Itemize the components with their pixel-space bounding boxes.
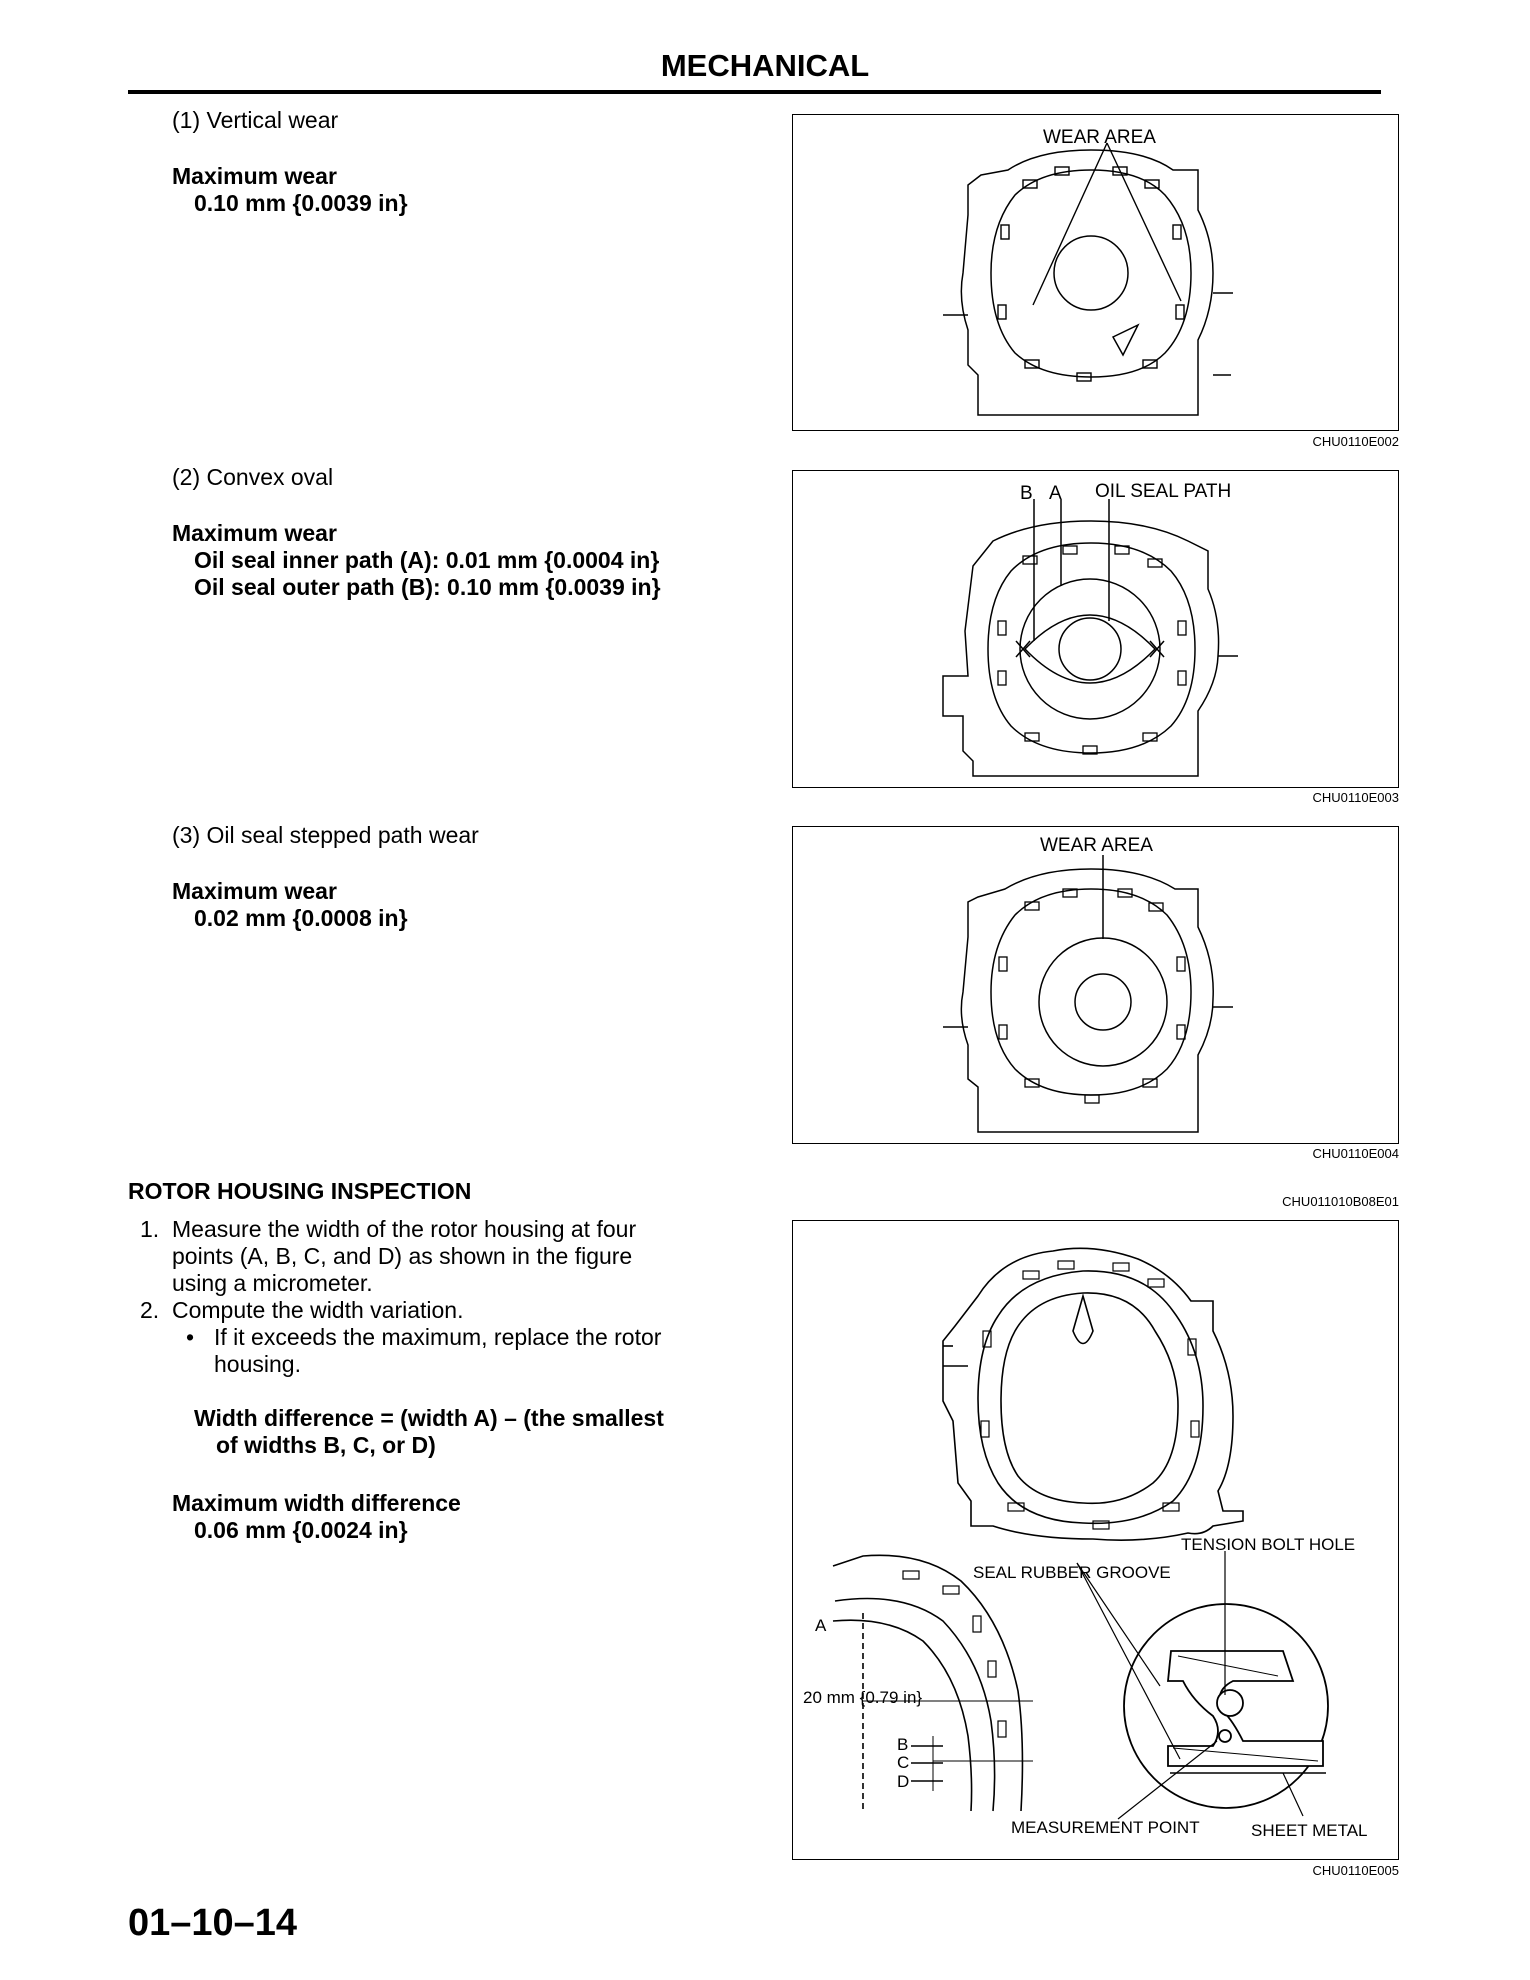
figure-stepped-path (792, 826, 1399, 1144)
label-oil-seal-path: OIL SEAL PATH (1095, 481, 1232, 502)
figure-code: CHU0110E004 (1312, 1146, 1399, 1161)
label-dimension: 20 mm {0.79 in} (803, 1688, 923, 1707)
item-convex-oval: (2) Convex oval (172, 464, 334, 490)
formula-line: Width difference = (width A) – (the smallest (194, 1405, 664, 1431)
label-seal-rubber-groove: SEAL RUBBER GROOVE (973, 1563, 1171, 1582)
bullet-symbol: • (186, 1324, 195, 1350)
housing-diagram (793, 827, 1400, 1145)
figure-vertical-wear (792, 114, 1399, 431)
label-a: A (1049, 483, 1062, 504)
step-number: 2. (140, 1297, 160, 1323)
max-wear-value: 0.10 mm {0.0039 in} (194, 190, 408, 216)
step-line: Compute the width variation. (172, 1297, 464, 1323)
step-line: points (A, B, C, and D) as shown in the figure (172, 1243, 633, 1269)
step-number: 1. (140, 1216, 160, 1242)
housing-diagram (793, 115, 1400, 432)
label-point-c: C (897, 1753, 910, 1772)
max-wear-label: Maximum wear (172, 163, 337, 189)
step-line: Measure the width of the rotor housing at four (172, 1216, 637, 1242)
figure-code: CHU0110E003 (1312, 790, 1399, 805)
label-sheet-metal: SHEET METAL (1251, 1821, 1368, 1840)
figure-code-top: CHU011010B08E01 (1282, 1194, 1399, 1209)
header-rule (128, 90, 1381, 94)
max-width-label: Maximum width difference (172, 1490, 461, 1516)
max-width-value: 0.06 mm {0.0024 in} (194, 1517, 408, 1543)
step-line: using a micrometer. (172, 1270, 373, 1296)
label-wear-area: WEAR AREA (1040, 835, 1153, 856)
page-title: MECHANICAL (660, 48, 870, 83)
housing-diagram (793, 471, 1400, 789)
section-heading: ROTOR HOUSING INSPECTION (128, 1178, 472, 1204)
item-vertical-wear: (1) Vertical wear (172, 107, 339, 133)
max-wear-value: 0.02 mm {0.0008 in} (194, 905, 408, 931)
label-measurement-point: MEASUREMENT POINT (1011, 1818, 1200, 1837)
bullet-line: housing. (214, 1351, 301, 1377)
figure-code: CHU0110E002 (1312, 434, 1399, 449)
label-point-d: D (897, 1772, 910, 1791)
figure-rotor-housing (792, 1220, 1399, 1860)
max-wear-label: Maximum wear (172, 520, 337, 546)
formula (194, 1405, 664, 1459)
label-point-a: A (815, 1616, 827, 1635)
formula-line: of widths B, C, or D) (216, 1432, 436, 1458)
figure-convex-oval (792, 470, 1399, 788)
max-wear-value-outer: Oil seal outer path (B): 0.10 mm {0.0039 in} (194, 574, 661, 600)
figure-code: CHU0110E005 (1312, 1863, 1399, 1878)
label-wear-area: WEAR AREA (1043, 127, 1156, 148)
page-number: 01–10–14 (128, 1902, 298, 1944)
max-wear-value-inner: Oil seal inner path (A): 0.01 mm {0.0004 in} (194, 547, 660, 573)
bullet-line: If it exceeds the maximum, replace the rotor (214, 1324, 662, 1350)
max-wear-label: Maximum wear (172, 878, 337, 904)
item-stepped-path: (3) Oil seal stepped path wear (172, 822, 479, 848)
label-tension-bolt-hole: TENSION BOLT HOLE (1181, 1535, 1356, 1554)
label-b: B (1020, 483, 1033, 504)
label-point-b: B (897, 1735, 909, 1754)
